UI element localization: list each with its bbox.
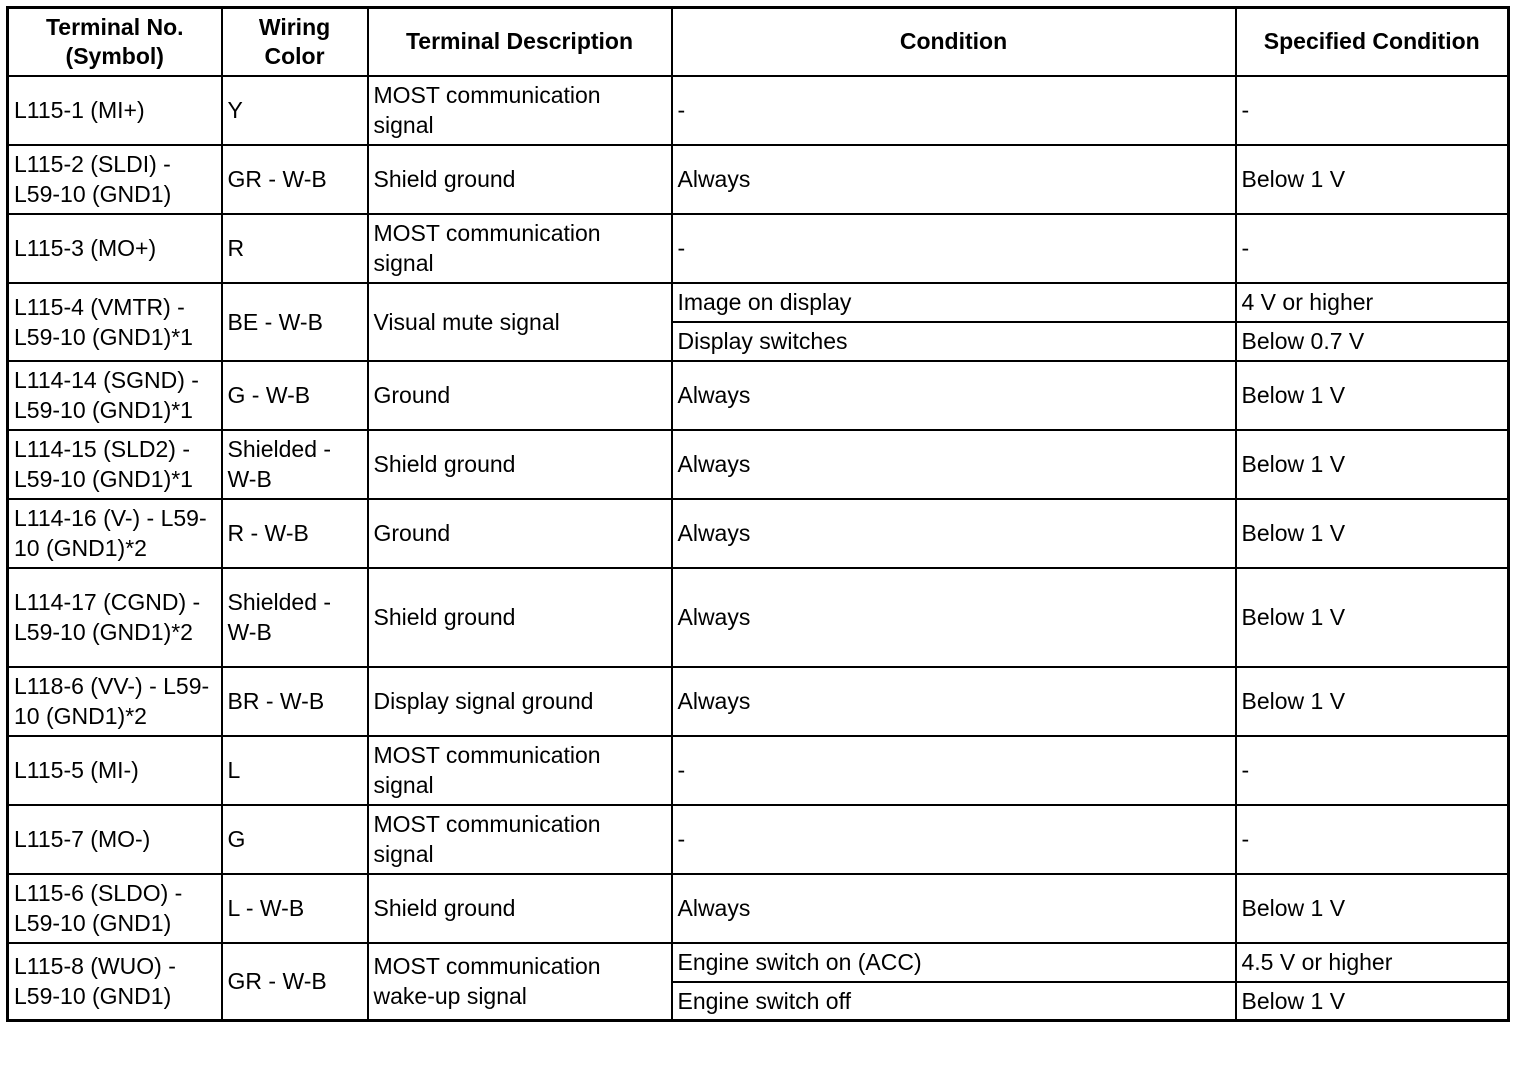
specified-cell: - [1236,214,1509,283]
condition-cell: Engine switch on (ACC) [672,943,1236,982]
specified-cell: Below 1 V [1236,145,1509,214]
table-row [8,430,1509,499]
table-row [8,736,1509,805]
terminal-cell: L115-8 (WUO) - L59-10 (GND1) [8,943,222,1021]
header-specified-condition: Specified Condition [1236,8,1509,76]
table-row [8,667,1509,736]
table-row [8,499,1509,568]
condition-cell: Always [672,667,1236,736]
table-row [8,805,1509,874]
description-cell: Ground [368,361,672,430]
wiring-cell: Shielded - W-B [222,568,368,667]
terminal-cell: L114-16 (V-) - L59-10 (GND1)*2 [8,499,222,568]
table-header-row [8,8,1509,76]
description-cell: Shield ground [368,430,672,499]
condition-cell: - [672,214,1236,283]
description-cell: MOST communication wake-up signal [368,943,672,1021]
condition-cell: Image on display [672,283,1236,322]
header-terminal-description: Terminal Description [368,8,672,76]
condition-cell: Always [672,874,1236,943]
specified-cell: Below 1 V [1236,874,1509,943]
table-row [8,76,1509,145]
specified-cell: - [1236,736,1509,805]
specified-cell: Below 1 V [1236,430,1509,499]
condition-cell: Always [672,145,1236,214]
specified-cell: Below 1 V [1236,568,1509,667]
specified-cell: Below 1 V [1236,499,1509,568]
specified-cell: - [1236,805,1509,874]
table-row [8,283,1509,322]
terminal-cell: L114-14 (SGND) - L59-10 (GND1)*1 [8,361,222,430]
wiring-cell: L [222,736,368,805]
condition-cell: - [672,76,1236,145]
wiring-cell: R [222,214,368,283]
description-cell: Shield ground [368,874,672,943]
terminal-cell: L115-1 (MI+) [8,76,222,145]
condition-cell: Display switches [672,322,1236,361]
terminal-cell: L115-3 (MO+) [8,214,222,283]
specified-cell: Below 1 V [1236,667,1509,736]
description-cell: MOST communication signal [368,736,672,805]
condition-cell: Always [672,568,1236,667]
description-cell: MOST communication signal [368,805,672,874]
terminal-cell: L118-6 (VV-) - L59-10 (GND1)*2 [8,667,222,736]
wiring-cell: BR - W-B [222,667,368,736]
table-row [8,568,1509,667]
specified-cell: 4 V or higher [1236,283,1509,322]
terminal-cell: L115-6 (SLDO) - L59-10 (GND1) [8,874,222,943]
wiring-cell: GR - W-B [222,943,368,1021]
header-terminal: Terminal No. (Symbol) [8,8,222,76]
condition-cell: - [672,736,1236,805]
specified-cell: - [1236,76,1509,145]
table-row [8,214,1509,283]
condition-cell: Engine switch off [672,982,1236,1021]
terminal-cell: L115-2 (SLDI) - L59-10 (GND1) [8,145,222,214]
header-condition: Condition [672,8,1236,76]
description-cell: MOST communication signal [368,76,672,145]
wiring-cell: L - W-B [222,874,368,943]
description-cell: Visual mute signal [368,283,672,361]
wiring-cell: R - W-B [222,499,368,568]
specified-cell: Below 1 V [1236,982,1509,1021]
condition-cell: - [672,805,1236,874]
terminal-cell: L115-4 (VMTR) - L59-10 (GND1)*1 [8,283,222,361]
specified-cell: 4.5 V or higher [1236,943,1509,982]
condition-cell: Always [672,499,1236,568]
wiring-cell: G - W-B [222,361,368,430]
description-cell: Ground [368,499,672,568]
terminal-cell: L115-5 (MI-) [8,736,222,805]
condition-cell: Always [672,430,1236,499]
wiring-cell: Y [222,76,368,145]
table-row [8,145,1509,214]
terminal-cell: L114-15 (SLD2) - L59-10 (GND1)*1 [8,430,222,499]
wiring-cell: GR - W-B [222,145,368,214]
specified-cell: Below 0.7 V [1236,322,1509,361]
terminal-table [6,6,1510,1022]
description-cell: Shield ground [368,145,672,214]
table-row [8,361,1509,430]
table-row [8,943,1509,982]
specified-cell: Below 1 V [1236,361,1509,430]
description-cell: Shield ground [368,568,672,667]
wiring-cell: G [222,805,368,874]
terminal-cell: L115-7 (MO-) [8,805,222,874]
terminal-cell: L114-17 (CGND) - L59-10 (GND1)*2 [8,568,222,667]
condition-cell: Always [672,361,1236,430]
header-wiring-color: Wiring Color [222,8,368,76]
table-row [8,874,1509,943]
description-cell: Display signal ground [368,667,672,736]
wiring-cell: BE - W-B [222,283,368,361]
wiring-cell: Shielded - W-B [222,430,368,499]
description-cell: MOST communication signal [368,214,672,283]
